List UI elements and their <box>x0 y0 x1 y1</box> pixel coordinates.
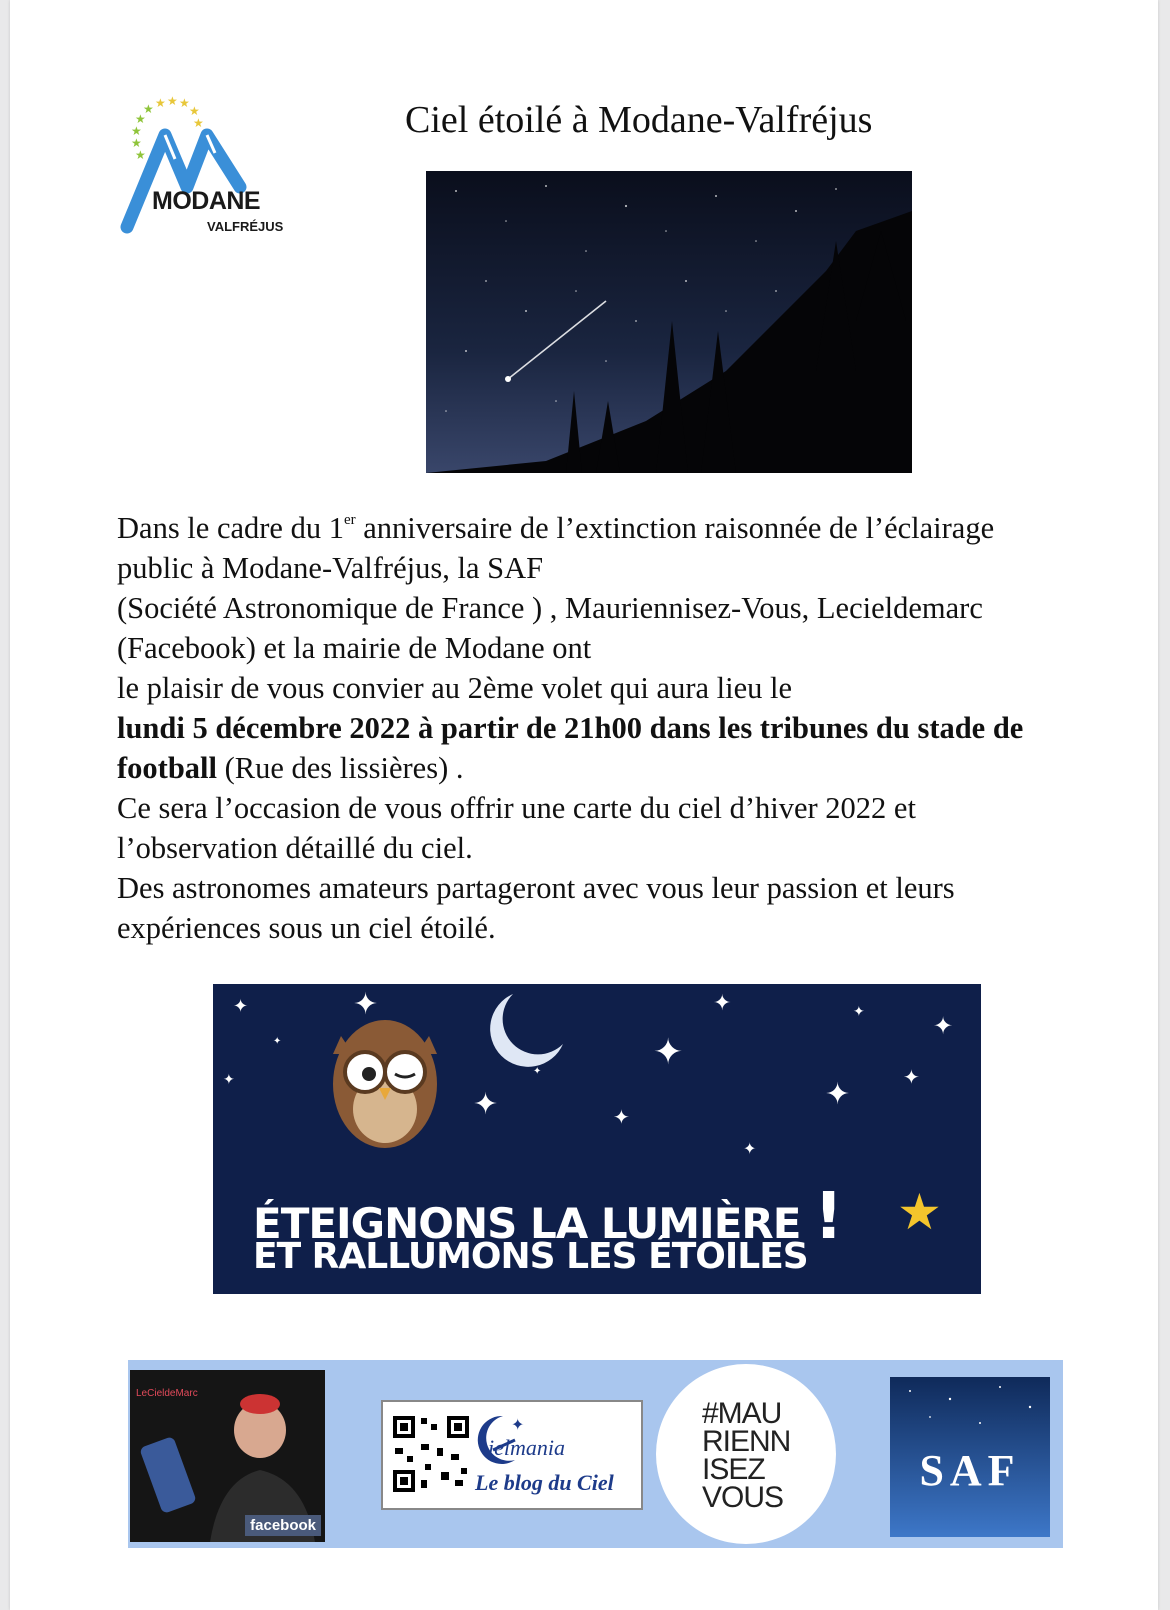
svg-text:★: ★ <box>897 1184 942 1240</box>
paragraph-offer: Ce sera l’occasion de vous offrir une carte du ciel d’hiver 2022 et l’observation détaillé du ciel. <box>117 791 916 865</box>
maurienne-line: #MAU <box>702 1397 782 1430</box>
svg-text:★: ★ <box>135 148 146 162</box>
lecieldemarc-photo <box>130 1370 325 1542</box>
text-run: le plaisir de vous convier au 2ème volet qui aura lieu le <box>117 671 793 705</box>
banner-exclamation: ! <box>814 1180 843 1254</box>
svg-text:✦: ✦ <box>233 996 249 1016</box>
paragraph-astronomers: Des astronomes amateurs partageront avec vous leur passion et leurs expériences sous un ciel étoilé. <box>117 871 955 945</box>
sponsor-strip <box>128 1360 1063 1548</box>
svg-text:★: ★ <box>193 116 204 130</box>
saf-text: SAF <box>919 1446 1021 1495</box>
svg-text:★: ★ <box>189 104 200 118</box>
paragraph-invitation <box>117 508 1057 788</box>
owl-banner <box>213 984 981 1294</box>
svg-text:✦: ✦ <box>743 1141 757 1158</box>
svg-text:✦: ✦ <box>353 988 379 1021</box>
logo-subtitle: VALFRÉJUS <box>207 219 284 234</box>
invitation-text <box>117 508 1057 948</box>
text-run: (Société Astronomique de France ) , Mauriennisez-Vous, Lecieldemarc (Facebook) et la mairie de Modane ont <box>117 591 983 665</box>
svg-text:★: ★ <box>131 124 142 138</box>
event-date-location: lundi 5 décembre 2022 à partir de 21h00 dans les tribunes du stade de football <box>117 711 1024 785</box>
svg-text:✦: ✦ <box>613 1107 630 1129</box>
banner-subline: ET RALLUMONS LES ÉTOILES <box>253 1236 808 1277</box>
svg-text:✦: ✦ <box>653 1032 684 1072</box>
shooting-star-image-icon <box>426 171 912 473</box>
svg-text:✦: ✦ <box>273 1036 282 1047</box>
cielmania-logo <box>381 1400 643 1510</box>
text-run: Dans le cadre du 1 <box>117 511 344 545</box>
cielmania-subtitle: Le blog du Ciel <box>475 1470 614 1495</box>
svg-text:★: ★ <box>143 102 154 116</box>
svg-text:✦: ✦ <box>825 1078 851 1111</box>
svg-text:✦: ✦ <box>903 1067 920 1089</box>
svg-text:✦: ✦ <box>713 990 732 1015</box>
poster-page <box>10 0 1158 1610</box>
logo-name: MODANE <box>152 187 261 215</box>
maurienne-line: RIENN <box>702 1425 791 1458</box>
text-run: (Rue des lissières) . <box>216 751 464 785</box>
modane-logo <box>115 95 315 245</box>
facebook-badge: facebook <box>245 1515 321 1536</box>
svg-text:✦: ✦ <box>853 1005 865 1020</box>
saf-logo <box>890 1377 1050 1537</box>
text-run: anniversaire de l’extinction raisonnée de l’éclairage public à Modane-Valfréjus, la SAF <box>117 511 995 585</box>
mauriennisez-vous-logo <box>656 1364 836 1544</box>
cielmania-name: ielmania <box>488 1435 565 1460</box>
svg-text:✦: ✦ <box>511 1417 525 1434</box>
svg-text:✦: ✦ <box>933 1014 954 1040</box>
svg-text:✦: ✦ <box>473 1088 499 1121</box>
qr-code-icon <box>391 1414 471 1494</box>
svg-text:★: ★ <box>179 96 190 110</box>
maurienne-line: ISEZ <box>702 1453 765 1486</box>
svg-text:✦: ✦ <box>533 1066 542 1077</box>
svg-text:★: ★ <box>167 95 178 108</box>
page-title: Ciel étoilé à Modane-Valfréjus <box>405 99 873 141</box>
maurienne-line: VOUS <box>702 1481 784 1514</box>
svg-text:★: ★ <box>135 112 146 126</box>
svg-text:✦: ✦ <box>223 1073 235 1088</box>
banner-line1-text: ÉTEIGNONS LA LUMIÈRE <box>253 1199 801 1248</box>
lecieldemarc-tag: LeCieldeMarc <box>136 1388 198 1399</box>
night-sky-photo <box>426 171 912 473</box>
svg-text:★: ★ <box>155 96 166 110</box>
svg-text:★: ★ <box>131 136 142 150</box>
superscript: er <box>343 512 356 528</box>
